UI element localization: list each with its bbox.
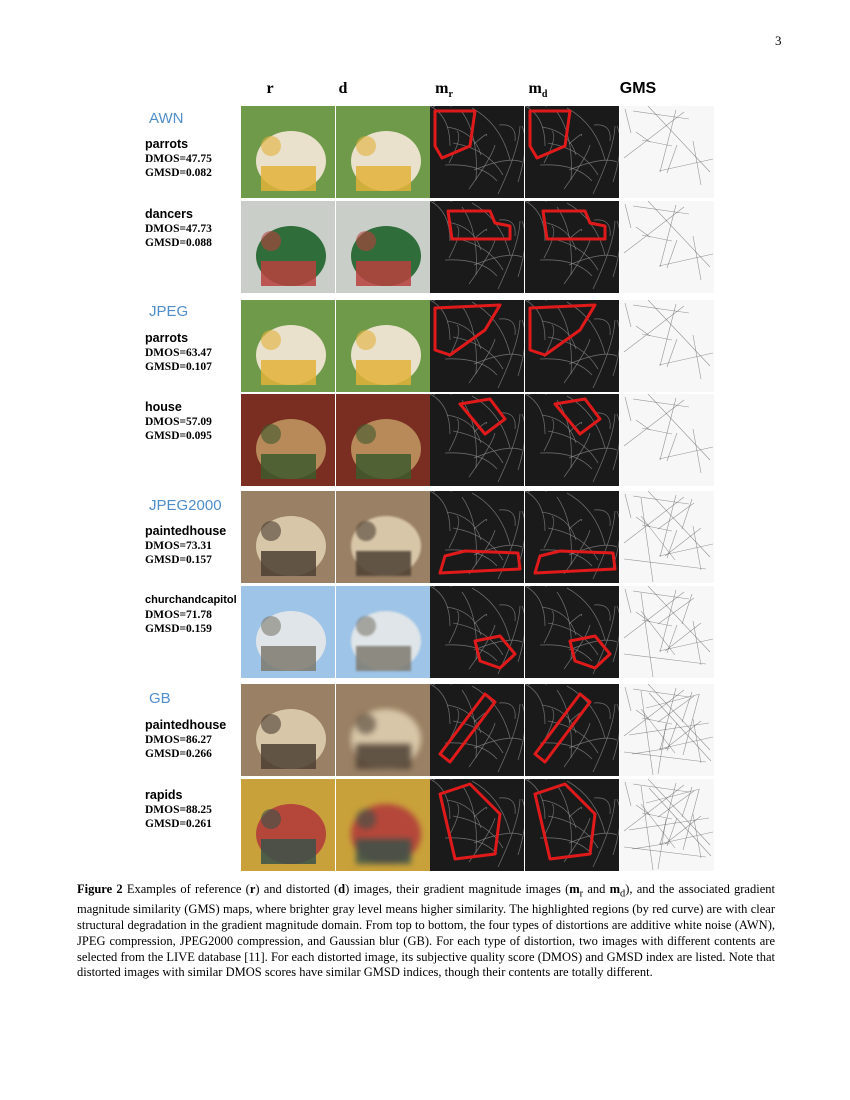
distorted-image xyxy=(336,779,430,871)
dmos-score: DMOS=47.73 xyxy=(145,223,212,235)
dmos-score: DMOS=57.09 xyxy=(145,416,212,428)
column-header-r: r xyxy=(266,80,274,97)
reference-image xyxy=(241,201,335,293)
image-name: paintedhouse xyxy=(145,718,227,732)
distorted-gradient-map xyxy=(525,201,619,293)
category-label: JPEG2000 xyxy=(149,497,222,514)
distorted-gradient-map xyxy=(525,779,619,871)
dmos-score: DMOS=86.27 xyxy=(145,734,212,746)
distorted-gradient-map xyxy=(525,586,619,678)
reference-image xyxy=(241,586,335,678)
gms-map xyxy=(620,394,714,486)
dmos-score: DMOS=71.78 xyxy=(145,609,212,621)
gms-map xyxy=(620,106,714,198)
reference-gradient-map xyxy=(430,201,524,293)
reference-gradient-map xyxy=(430,779,524,871)
distorted-gradient-map xyxy=(525,684,619,776)
distorted-gradient-map xyxy=(525,106,619,198)
reference-gradient-map xyxy=(430,586,524,678)
distorted-image xyxy=(336,106,430,198)
column-header-d: d xyxy=(338,80,348,97)
page-number: 3 xyxy=(775,33,782,48)
reference-image xyxy=(241,394,335,486)
distorted-gradient-map xyxy=(525,394,619,486)
distorted-gradient-map xyxy=(525,491,619,583)
distorted-image xyxy=(336,491,430,583)
reference-image xyxy=(241,779,335,871)
gms-map xyxy=(620,684,714,776)
figure-caption: Figure 2 Examples of reference (r) and distorted (d) images, their gradient magnitude images ($m_r$ and $m_d$), and the associated gradient magnitude similarity (GMS) maps, where brighter gray level means higher similarity. The highlighted regions (by red curve) are with clear structural degradation in the gradient magnitude domain. From top to bottom, the four types of distortions are additive white noise (AWN), JPEG compression, JPEG2000 compression, and Gaussian blur (GB). For each type of distortion, two images with different contents are selected from the LIVE database [11]. For each distorted image, its subjective quality score (DMOS) and GMSD index are listed. Note that distorted images with similar DMOS scores have similar GMSD indices, though their contents are totally different. xyxy=(77,882,775,980)
reference-gradient-map xyxy=(430,491,524,583)
image-name: paintedhouse xyxy=(145,524,227,538)
reference-image xyxy=(241,106,335,198)
distorted-gradient-map xyxy=(525,300,619,392)
gmsd-score: GMSD=0.157 xyxy=(145,554,212,566)
gmsd-score: GMSD=0.159 xyxy=(145,623,212,635)
gmsd-score: GMSD=0.088 xyxy=(145,237,212,249)
gms-map xyxy=(620,201,714,293)
category-label: AWN xyxy=(149,110,184,127)
dmos-score: DMOS=88.25 xyxy=(145,804,212,816)
image-name: dancers xyxy=(145,207,193,221)
gmsd-score: GMSD=0.107 xyxy=(145,361,212,373)
distorted-image xyxy=(336,586,430,678)
reference-gradient-map xyxy=(430,394,524,486)
image-name: rapids xyxy=(145,788,183,802)
image-name: house xyxy=(145,400,182,414)
reference-image xyxy=(241,684,335,776)
gms-map xyxy=(620,491,714,583)
category-label: JPEG xyxy=(149,303,189,320)
gmsd-score: GMSD=0.261 xyxy=(145,818,212,830)
distorted-image xyxy=(336,684,430,776)
gmsd-score: GMSD=0.095 xyxy=(145,430,212,442)
gmsd-score: GMSD=0.266 xyxy=(145,748,212,760)
gms-map xyxy=(620,779,714,871)
reference-gradient-map xyxy=(430,684,524,776)
distorted-image xyxy=(336,394,430,486)
column-header-md: $m_d$ xyxy=(528,80,548,101)
dmos-score: DMOS=47.75 xyxy=(145,153,212,165)
gms-map xyxy=(620,300,714,392)
column-header-gms: GMS xyxy=(619,80,657,97)
reference-gradient-map xyxy=(430,106,524,198)
image-name: parrots xyxy=(145,331,189,345)
reference-image xyxy=(241,300,335,392)
dmos-score: DMOS=63.47 xyxy=(145,347,212,359)
image-name: parrots xyxy=(145,137,189,151)
distorted-image xyxy=(336,201,430,293)
image-name: churchandcapitol xyxy=(145,594,237,606)
column-header-mr: $m_r$ xyxy=(435,80,453,101)
distorted-image xyxy=(336,300,430,392)
gms-map xyxy=(620,586,714,678)
gmsd-score: GMSD=0.082 xyxy=(145,167,212,179)
category-label: GB xyxy=(149,690,171,707)
dmos-score: DMOS=73.31 xyxy=(145,540,212,552)
reference-image xyxy=(241,491,335,583)
reference-gradient-map xyxy=(430,300,524,392)
